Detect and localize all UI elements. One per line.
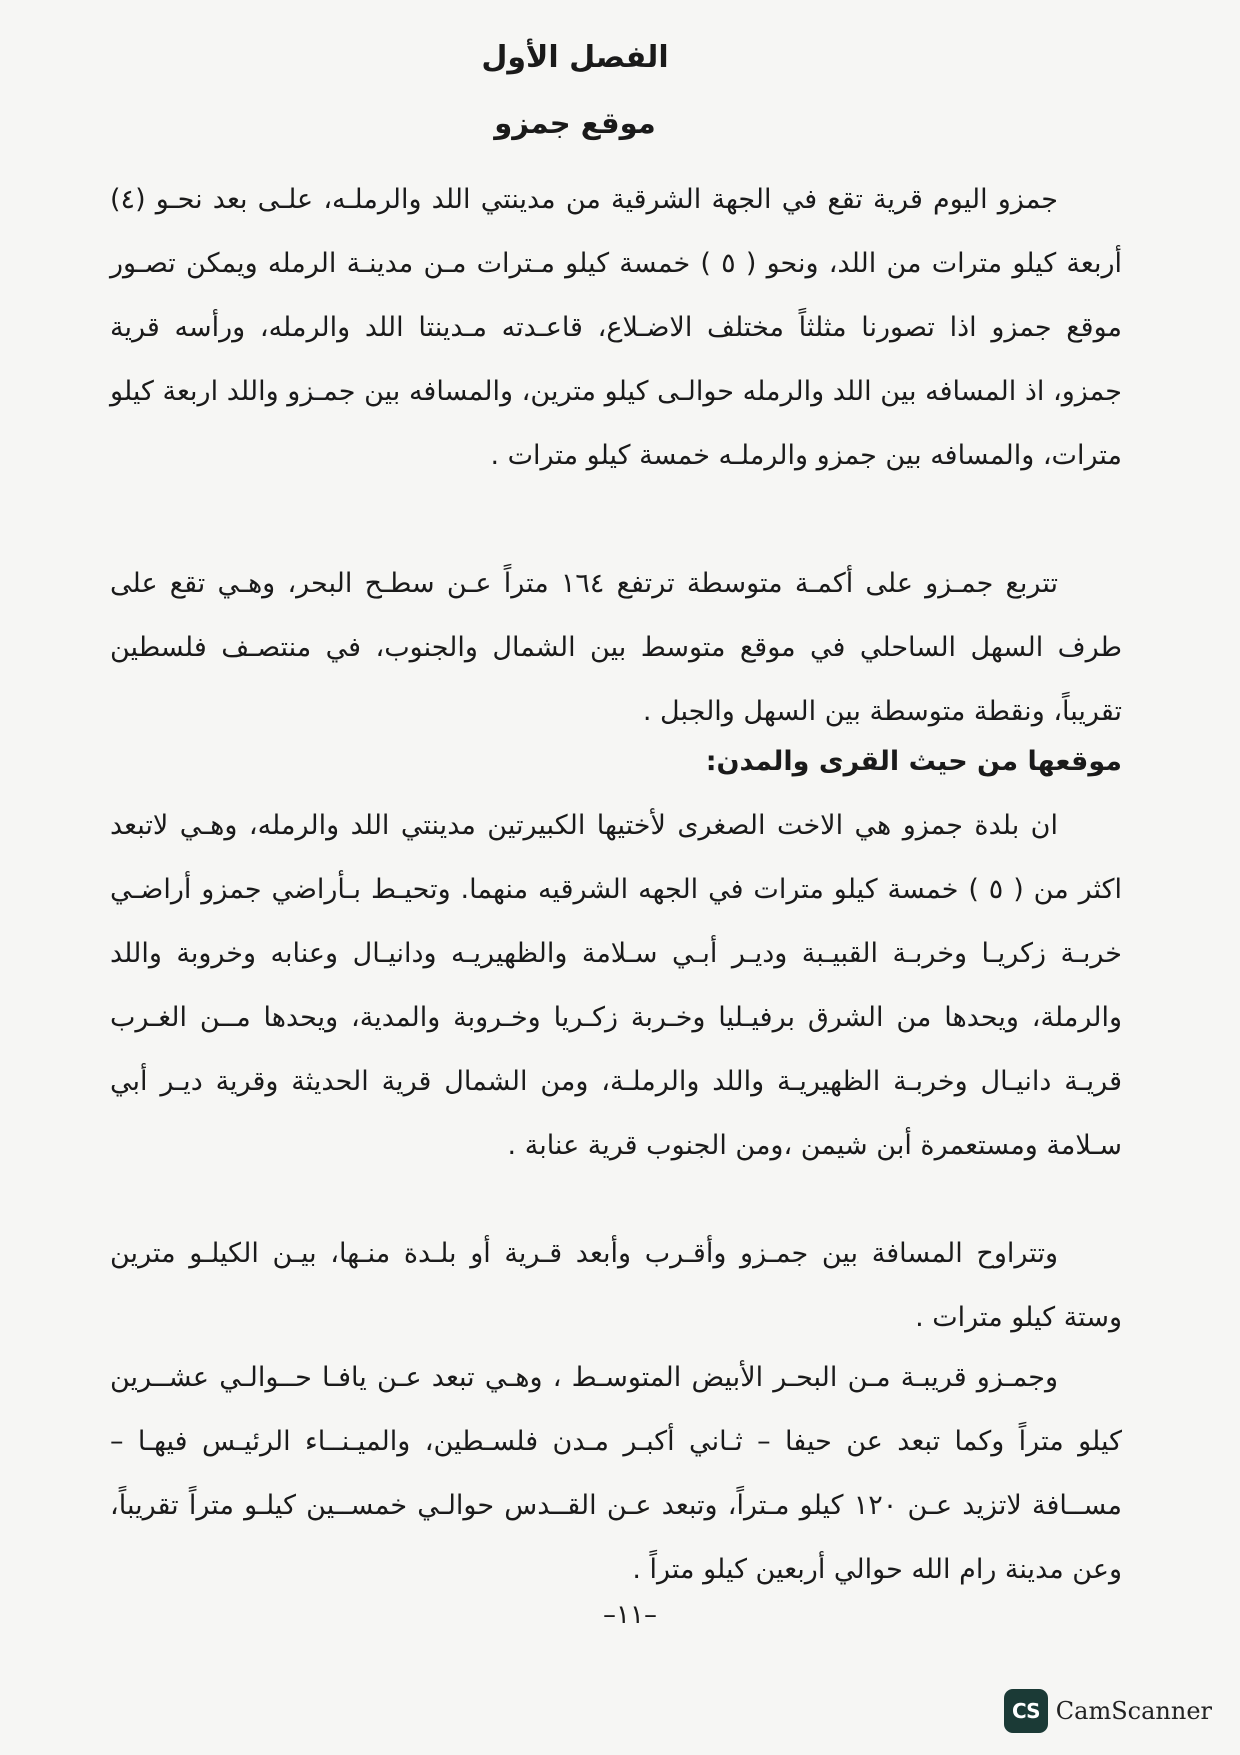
section-title: موقع جمزو — [494, 106, 656, 140]
paragraph-elevation — [110, 552, 1122, 744]
paragraph-text: وجمـزو قريبـة مـن البحـر الأبيض المتوسـط ، وهـي تبعد عـن يافـا حــوالـي عشــرين كيلو متراً وكما تبعد عن حيفا – ثـاني أكبـر مـدن فلسـطين، والميـنــاء الرئيـس فيهـا – مســافة لاتزيد عـن ١٢٠ كيلو مـتراً، وتبعد عـن القــدس حوالـي خمســين كيلـو متراً تقريباً، وعن مدينة رام الله حوالي أربعين كيلو متراً . — [110, 1362, 1123, 1585]
camscanner-watermark — [1004, 1689, 1212, 1733]
paragraph-neighbors — [110, 794, 1122, 1178]
page-number: –١١– — [603, 1600, 657, 1630]
paragraph-text: جمزو اليوم قرية تقع في الجهة الشرقية من مدينتي اللد والرملـه، علـى بعد نحـو (٤) أربعة كيلو مترات من اللد، ونحو ( ٥ ) خمسة كيلو مـترات مـن مدينـة الرمله ويمكن تصـور موقع جمزو اذا تصورنا مثلثاً مختلف الاضـلاع، قاعـدته مـدينتا اللد والرمله، ورأسه قرية جمزو، اذ المسافه بين اللد والرمله حوالـى كيلو مترين، والمسافه بين جمـزو واللد اربعة كيلو مترات، والمسافه بين جمزو والرملـه خمسة كيلو مترات . — [110, 184, 1122, 471]
camscanner-logo-icon: CS — [1004, 1689, 1048, 1733]
chapter-title: الفصل الأول — [481, 40, 669, 75]
paragraph-distance-range — [110, 1222, 1122, 1350]
paragraph-text: ان بلدة جمزو هي الاخت الصغرى لأختيها الكبيرتين مدينتي اللد والرمله، وهـي لاتبعد اكثر من ( ٥ ) خمسة كيلو مترات في الجهه الشرقيه منهما. وتحيـط بـأراضي جمزو أراضـي خربـة زكريـا وخربـة القبيـبة وديـر أبـي سـلامة والظهيريـه ودانيـال وعنابه وخروبة واللد والرملة، ويحدها من الشرق برفيـليا وخـربة زكـريا وخـروبة والمدية، ويحدها مــن الغـرب قريـة دانيـال وخربـة الظهيريـة واللد والرملـة، ومن الشمال قرية الحديثة وقرية ديـر أبي سـلامة ومستعمرة أبن شيمن ،ومن الجنوب قرية عنابة . — [110, 810, 1122, 1161]
paragraph-location — [110, 168, 1122, 488]
camscanner-name: CamScanner — [1055, 1697, 1212, 1725]
subheading-villages-cities: موقعها من حيث القرى والمدن: — [705, 746, 1122, 777]
paragraph-sea-distance — [110, 1346, 1122, 1602]
paragraph-text: تتربع جمـزو على أكمـة متوسطة ترتفع ١٦٤ متراً عـن سطـح البحر، وهـي تقع على طرف السهل الساحلي في موقع متوسط بين الشمال والجنوب، في منتصـف فلسطين تقريباً، ونقطة متوسطة بين السهل والجبل . — [110, 568, 1122, 727]
paragraph-text: وتتراوح المسافة بين جمـزو وأقـرب وأبعد قـرية أو بلـدة منـها، بيـن الكيلـو مترين وستة كيلو مترات . — [110, 1238, 1122, 1333]
